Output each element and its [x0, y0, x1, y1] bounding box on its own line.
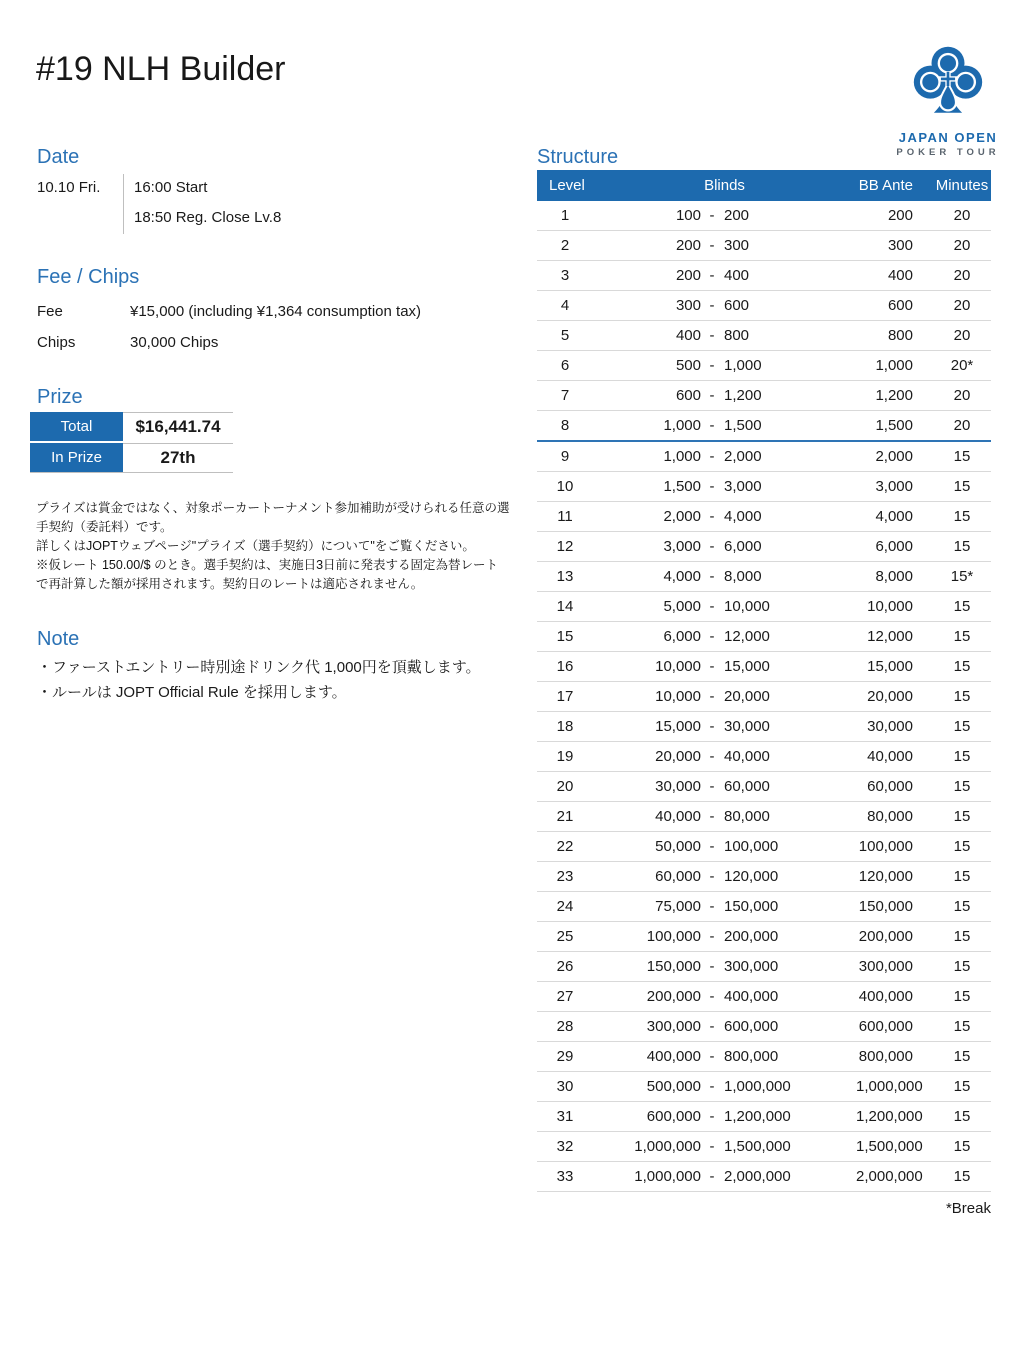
- small-blind-cell: 400: [675, 327, 701, 344]
- big-blind-cell: 1,500: [724, 417, 762, 434]
- structure-table-row: [537, 682, 991, 712]
- structure-table-row: [537, 291, 991, 321]
- big-blind-cell: 2,000: [724, 448, 762, 465]
- level-cell: 28: [556, 1018, 574, 1035]
- blinds-separator: -: [709, 1108, 715, 1125]
- structure-table-row: [537, 1072, 991, 1102]
- big-blind-cell: 3,000: [724, 478, 762, 495]
- event-title: #19 NLH Builder: [36, 50, 286, 88]
- blinds-separator: -: [709, 868, 715, 885]
- blinds-separator: -: [709, 958, 715, 975]
- small-blind-cell: 500: [675, 357, 701, 374]
- structure-table-row: [537, 772, 991, 802]
- big-blind-cell: 120,000: [724, 868, 779, 885]
- prize-table: [30, 412, 233, 473]
- bb-ante-cell: 30,000: [867, 718, 913, 735]
- bb-ante-cell: 300: [887, 237, 913, 254]
- big-blind-cell: 30,000: [724, 718, 770, 735]
- structure-table-row: [537, 381, 991, 411]
- minutes-cell: 20: [953, 327, 971, 344]
- bb-ante-cell: 20,000: [867, 688, 913, 705]
- structure-table-row: [537, 562, 991, 592]
- bb-ante-cell: 8,000: [875, 568, 913, 585]
- structure-table-row: [537, 1012, 991, 1042]
- minutes-cell: 20: [953, 297, 971, 314]
- break-footnote: *Break: [945, 1200, 991, 1217]
- blinds-separator: -: [709, 808, 715, 825]
- bb-ante-cell: 4,000: [875, 508, 913, 525]
- structure-table-row: [537, 892, 991, 922]
- blinds-separator: -: [709, 448, 715, 465]
- small-blind-cell: 300: [675, 297, 701, 314]
- small-blind-cell: 15,000: [655, 718, 701, 735]
- structure-table-row: [537, 862, 991, 892]
- level-cell: 23: [556, 868, 574, 885]
- minutes-cell: 15: [953, 598, 971, 615]
- structure-table-row: [537, 411, 991, 442]
- minutes-cell: 15: [953, 478, 971, 495]
- blinds-separator: -: [709, 658, 715, 675]
- blinds-separator: -: [709, 778, 715, 795]
- bb-ante-cell: 15,000: [867, 658, 913, 675]
- bb-ante-cell: 200: [887, 207, 913, 224]
- level-cell: 21: [556, 808, 574, 825]
- small-blind-cell: 600,000: [646, 1108, 701, 1125]
- big-blind-cell: 60,000: [724, 778, 770, 795]
- bb-ante-cell: 60,000: [867, 778, 913, 795]
- structure-table-row: [537, 982, 991, 1012]
- fee-chips-section: [37, 296, 421, 358]
- minutes-cell: 15: [953, 808, 971, 825]
- big-blind-cell: 200,000: [724, 928, 779, 945]
- level-cell: 7: [560, 387, 570, 404]
- level-cell: 10: [556, 478, 574, 495]
- big-blind-cell: 100,000: [724, 838, 779, 855]
- small-blind-cell: 20,000: [655, 748, 701, 765]
- prize-total-label: Total: [30, 412, 123, 441]
- blinds-separator: -: [709, 1048, 715, 1065]
- level-cell: 29: [556, 1048, 574, 1065]
- prize-inprize-label: In Prize: [30, 443, 123, 472]
- level-cell: 32: [556, 1138, 574, 1155]
- small-blind-cell: 500,000: [646, 1078, 701, 1095]
- bb-ante-cell: 600,000: [858, 1018, 913, 1035]
- level-cell: 19: [556, 748, 574, 765]
- structure-table-row: [537, 231, 991, 261]
- blinds-separator: -: [709, 327, 715, 344]
- structure-table-row: [537, 261, 991, 291]
- blinds-separator: -: [709, 267, 715, 284]
- minutes-cell: 15: [953, 1168, 971, 1185]
- structure-table-row: [537, 442, 991, 472]
- bb-ante-cell: 120,000: [858, 868, 913, 885]
- minutes-cell: 15: [953, 508, 971, 525]
- minutes-cell: 15: [953, 838, 971, 855]
- prize-inprize-row: [30, 443, 233, 472]
- small-blind-cell: 75,000: [655, 898, 701, 915]
- small-blind-cell: 2,000: [663, 508, 701, 525]
- structure-table-row: [537, 1042, 991, 1072]
- small-blind-cell: 150,000: [646, 958, 701, 975]
- bb-ante-cell: 1,000,000: [856, 1078, 923, 1095]
- col-header-bb-ante: BB Ante: [858, 177, 913, 194]
- blinds-separator: -: [709, 568, 715, 585]
- blinds-separator: -: [709, 1018, 715, 1035]
- blinds-separator: -: [709, 838, 715, 855]
- small-blind-cell: 3,000: [663, 538, 701, 555]
- big-blind-cell: 40,000: [724, 748, 770, 765]
- big-blind-cell: 800: [724, 327, 750, 344]
- big-blind-cell: 150,000: [724, 898, 779, 915]
- level-cell: 16: [556, 658, 574, 675]
- note-line: ・ファーストエントリー時別途ドリンク代 1,000円を頂戴します。: [37, 659, 481, 676]
- bb-ante-cell: 3,000: [875, 478, 913, 495]
- minutes-cell: 20*: [950, 357, 974, 374]
- big-blind-cell: 8,000: [724, 568, 762, 585]
- minutes-cell: 15*: [950, 568, 974, 585]
- structure-table-row: [537, 652, 991, 682]
- small-blind-cell: 1,500: [663, 478, 701, 495]
- minutes-cell: 20: [953, 387, 971, 404]
- chips-row: [37, 327, 421, 358]
- prize-heading: Prize: [37, 386, 83, 408]
- small-blind-cell: 4,000: [663, 568, 701, 585]
- blinds-separator: -: [709, 748, 715, 765]
- big-blind-cell: 600: [724, 297, 750, 314]
- small-blind-cell: 1,000: [663, 448, 701, 465]
- level-cell: 6: [560, 357, 570, 374]
- prize-disclaimer-line: 詳しくはJOPTウェブページ"プライズ（選手契約）について"をご覧ください。: [36, 539, 475, 553]
- note-section: [37, 655, 517, 705]
- small-blind-cell: 100: [675, 207, 701, 224]
- level-cell: 5: [560, 327, 570, 344]
- big-blind-cell: 15,000: [724, 658, 770, 675]
- structure-heading: Structure: [537, 146, 619, 168]
- fee-value: ¥15,000 (including ¥1,364 consumption tax): [130, 303, 422, 320]
- bb-ante-cell: 400: [887, 267, 913, 284]
- bb-ante-cell: 800,000: [858, 1048, 913, 1065]
- club-icon: [907, 42, 989, 130]
- bb-ante-cell: 1,200: [875, 387, 913, 404]
- small-blind-cell: 400,000: [646, 1048, 701, 1065]
- blinds-separator: -: [709, 928, 715, 945]
- minutes-cell: 15: [953, 628, 971, 645]
- small-blind-cell: 1,000,000: [634, 1138, 701, 1155]
- bb-ante-cell: 1,000: [875, 357, 913, 374]
- structure-table-body: [537, 201, 991, 1192]
- minutes-cell: 15: [953, 448, 971, 465]
- minutes-cell: 15: [953, 658, 971, 675]
- big-blind-cell: 80,000: [724, 808, 770, 825]
- logo-text-poker-tour: POKER TOUR: [896, 147, 1000, 158]
- structure-table-row: [537, 832, 991, 862]
- small-blind-cell: 100,000: [646, 928, 701, 945]
- minutes-cell: 20: [953, 267, 971, 284]
- minutes-cell: 15: [953, 778, 971, 795]
- big-blind-cell: 1,500,000: [724, 1138, 791, 1155]
- minutes-cell: 15: [953, 928, 971, 945]
- big-blind-cell: 300: [724, 237, 750, 254]
- level-cell: 17: [556, 688, 574, 705]
- blinds-separator: -: [709, 478, 715, 495]
- minutes-cell: 15: [953, 538, 971, 555]
- small-blind-cell: 200,000: [646, 988, 701, 1005]
- small-blind-cell: 1,000: [663, 417, 701, 434]
- structure-table-row: [537, 502, 991, 532]
- structure-table-row: [537, 592, 991, 622]
- blinds-separator: -: [709, 237, 715, 254]
- minutes-cell: 15: [953, 718, 971, 735]
- level-cell: 20: [556, 778, 574, 795]
- minutes-cell: 20: [953, 417, 971, 434]
- level-cell: 2: [560, 237, 570, 254]
- structure-table-row: [537, 742, 991, 772]
- big-blind-cell: 1,200: [724, 387, 762, 404]
- small-blind-cell: 5,000: [663, 598, 701, 615]
- blinds-separator: -: [709, 898, 715, 915]
- level-cell: 33: [556, 1168, 574, 1185]
- schedule-line-reg-close: 18:50 Reg. Close Lv.8: [134, 208, 282, 226]
- blinds-separator: -: [709, 387, 715, 404]
- level-cell: 18: [556, 718, 574, 735]
- fee-label: Fee: [37, 303, 63, 320]
- small-blind-cell: 60,000: [655, 868, 701, 885]
- prize-disclaimer-line: プライズは賞金ではなく、対象ポーカートーナメント参加補助が受けられる任意の選手契約（委託料）です。: [36, 501, 510, 534]
- bb-ante-cell: 400,000: [858, 988, 913, 1005]
- small-blind-cell: 1,000,000: [634, 1168, 701, 1185]
- col-header-blinds: Blinds: [704, 177, 745, 194]
- big-blind-cell: 1,000: [724, 357, 762, 374]
- prize-inprize-value: 27th: [123, 443, 233, 472]
- chips-label: Chips: [37, 334, 76, 351]
- structure-table-row: [537, 532, 991, 562]
- level-cell: 25: [556, 928, 574, 945]
- blinds-separator: -: [709, 1168, 715, 1185]
- structure-table-row: [537, 622, 991, 652]
- structure-table: [537, 170, 991, 1192]
- structure-table-header: [537, 170, 991, 201]
- level-cell: 26: [556, 958, 574, 975]
- structure-table-row: [537, 1162, 991, 1192]
- minutes-cell: 15: [953, 1018, 971, 1035]
- fee-row: [37, 296, 421, 327]
- note-line: ・ルールは JOPT Official Rule を採用します。: [37, 684, 347, 701]
- structure-table-row: [537, 351, 991, 381]
- blinds-separator: -: [709, 988, 715, 1005]
- bb-ante-cell: 600: [887, 297, 913, 314]
- structure-table-row: [537, 321, 991, 351]
- big-blind-cell: 4,000: [724, 508, 762, 525]
- minutes-cell: 15: [953, 688, 971, 705]
- bb-ante-cell: 150,000: [858, 898, 913, 915]
- big-blind-cell: 600,000: [724, 1018, 779, 1035]
- structure-table-row: [537, 712, 991, 742]
- big-blind-cell: 1,000,000: [724, 1078, 791, 1095]
- col-header-minutes: Minutes: [935, 177, 989, 194]
- big-blind-cell: 6,000: [724, 538, 762, 555]
- blinds-separator: -: [709, 417, 715, 434]
- jopt-logo: [888, 42, 1008, 158]
- big-blind-cell: 2,000,000: [724, 1168, 791, 1185]
- blinds-separator: -: [709, 688, 715, 705]
- bb-ante-cell: 1,500,000: [856, 1138, 923, 1155]
- bb-ante-cell: 1,500: [875, 417, 913, 434]
- bb-ante-cell: 10,000: [867, 598, 913, 615]
- level-cell: 15: [556, 628, 574, 645]
- logo-text-japan-open: JAPAN OPEN: [898, 130, 998, 145]
- level-cell: 27: [556, 988, 574, 1005]
- level-cell: 31: [556, 1108, 574, 1125]
- bb-ante-cell: 80,000: [867, 808, 913, 825]
- level-cell: 12: [556, 538, 574, 555]
- small-blind-cell: 10,000: [655, 688, 701, 705]
- minutes-cell: 20: [953, 207, 971, 224]
- blinds-separator: -: [709, 297, 715, 314]
- minutes-cell: 15: [953, 1048, 971, 1065]
- small-blind-cell: 6,000: [663, 628, 701, 645]
- blinds-separator: -: [709, 628, 715, 645]
- bb-ante-cell: 2,000,000: [856, 1168, 923, 1185]
- level-cell: 9: [560, 448, 570, 465]
- blinds-separator: -: [709, 718, 715, 735]
- bb-ante-cell: 100,000: [858, 838, 913, 855]
- level-cell: 11: [557, 508, 573, 525]
- note-heading: Note: [37, 628, 80, 650]
- level-cell: 8: [560, 417, 570, 434]
- prize-total-row: [30, 412, 233, 441]
- schedule-line-start: 16:00 Start: [134, 178, 208, 196]
- blinds-separator: -: [709, 538, 715, 555]
- blinds-separator: -: [709, 357, 715, 374]
- minutes-cell: 15: [953, 1078, 971, 1095]
- level-cell: 3: [560, 267, 570, 284]
- prize-disclaimer: [36, 499, 510, 594]
- small-blind-cell: 30,000: [655, 778, 701, 795]
- bb-ante-cell: 2,000: [875, 448, 913, 465]
- level-cell: 4: [560, 297, 570, 314]
- prize-total-value: $16,441.74: [123, 412, 233, 441]
- structure-table-row: [537, 922, 991, 952]
- minutes-cell: 20: [953, 237, 971, 254]
- big-blind-cell: 200: [724, 207, 750, 224]
- minutes-cell: 15: [953, 958, 971, 975]
- minutes-cell: 15: [953, 988, 971, 1005]
- big-blind-cell: 800,000: [724, 1048, 779, 1065]
- structure-table-row: [537, 952, 991, 982]
- minutes-cell: 15: [953, 898, 971, 915]
- level-cell: 24: [556, 898, 574, 915]
- blinds-separator: -: [709, 508, 715, 525]
- big-blind-cell: 12,000: [724, 628, 770, 645]
- date-value: 10.10 Fri.: [37, 179, 101, 196]
- prize-disclaimer-line: ※仮レート 150.00/$ のとき。選手契約は、実施日3日前に発表する固定為替レートで再計算した額が採用されます。契約日のレートは適応されません。: [36, 558, 499, 591]
- level-cell: 30: [556, 1078, 574, 1095]
- small-blind-cell: 600: [675, 387, 701, 404]
- bb-ante-cell: 800: [887, 327, 913, 344]
- minutes-cell: 15: [953, 1108, 971, 1125]
- bb-ante-cell: 40,000: [867, 748, 913, 765]
- big-blind-cell: 1,200,000: [724, 1108, 791, 1125]
- fee-chips-heading: Fee / Chips: [37, 266, 140, 288]
- minutes-cell: 15: [953, 748, 971, 765]
- bb-ante-cell: 1,200,000: [856, 1108, 923, 1125]
- level-cell: 14: [556, 598, 574, 615]
- small-blind-cell: 300,000: [646, 1018, 701, 1035]
- blinds-separator: -: [709, 1078, 715, 1095]
- level-cell: 1: [560, 207, 570, 224]
- level-cell: 13: [556, 568, 574, 585]
- small-blind-cell: 200: [675, 267, 701, 284]
- bb-ante-cell: 300,000: [858, 958, 913, 975]
- blinds-separator: -: [709, 207, 715, 224]
- date-heading: Date: [37, 146, 80, 168]
- blinds-separator: -: [709, 598, 715, 615]
- minutes-cell: 15: [953, 868, 971, 885]
- level-cell: 22: [556, 838, 574, 855]
- big-blind-cell: 10,000: [724, 598, 770, 615]
- structure-table-row: [537, 201, 991, 231]
- small-blind-cell: 10,000: [655, 658, 701, 675]
- big-blind-cell: 20,000: [724, 688, 770, 705]
- bb-ante-cell: 200,000: [858, 928, 913, 945]
- big-blind-cell: 300,000: [724, 958, 779, 975]
- bb-ante-cell: 6,000: [875, 538, 913, 555]
- big-blind-cell: 400: [724, 267, 750, 284]
- structure-table-row: [537, 1132, 991, 1162]
- bb-ante-cell: 12,000: [867, 628, 913, 645]
- small-blind-cell: 40,000: [655, 808, 701, 825]
- blinds-separator: -: [709, 1138, 715, 1155]
- structure-table-row: [537, 472, 991, 502]
- structure-table-row: [537, 1102, 991, 1132]
- structure-table-row: [537, 802, 991, 832]
- date-section: [37, 172, 281, 234]
- small-blind-cell: 200: [675, 237, 701, 254]
- small-blind-cell: 50,000: [655, 838, 701, 855]
- chips-value: 30,000 Chips: [130, 334, 219, 351]
- minutes-cell: 15: [953, 1138, 971, 1155]
- col-header-level: Level: [549, 177, 585, 194]
- big-blind-cell: 400,000: [724, 988, 779, 1005]
